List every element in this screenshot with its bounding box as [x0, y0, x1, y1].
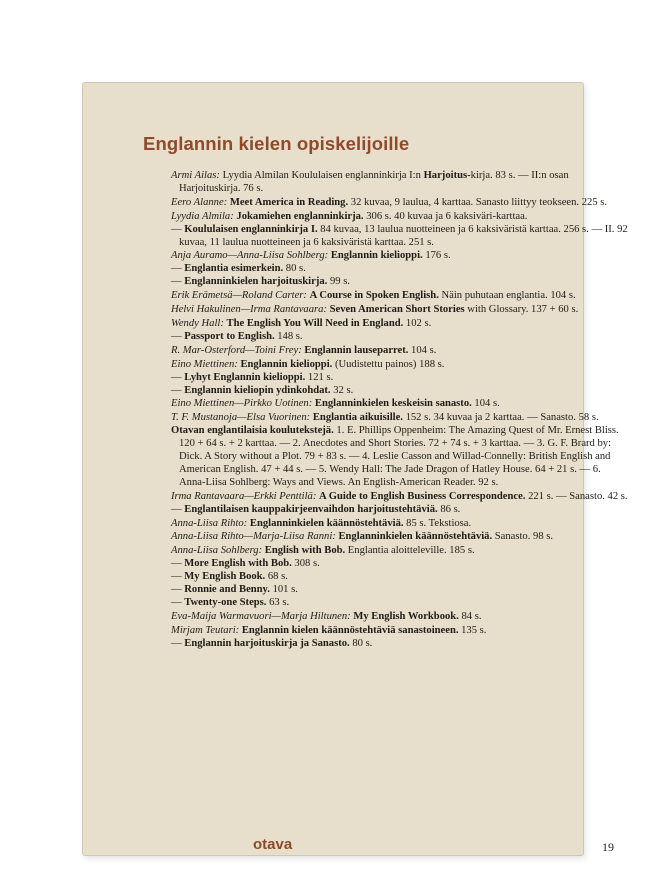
entry-title: Twenty-one Steps. — [184, 597, 267, 608]
entry-author: Helvi Hakulinen—Irma Rantavaara: — [171, 304, 327, 316]
list-item — [171, 491, 629, 504]
list-item — [171, 611, 629, 624]
entry-title: A Course in Spoken English. — [309, 290, 439, 302]
entry-details: 99 s. — [327, 276, 350, 288]
entry-details: (Uudistettu painos) 188 s. — [332, 358, 445, 370]
entry-title: Koululaisen englanninkirja I. — [184, 223, 318, 235]
entry-title: My English Book. — [184, 571, 266, 583]
list-item — [171, 170, 629, 196]
list-item — [171, 425, 629, 490]
entry-details: 80 s. — [283, 263, 306, 275]
entry-title: Harjoitus- — [423, 170, 471, 181]
entry-details: 63 s. — [266, 597, 290, 608]
entry-details: Englantia aloitteleville. 185 s. — [345, 545, 475, 557]
entry-details: 32 kuvaa, 9 laulua, 4 karttaa. Sanasto liittyy teokseen. 225 s. — [348, 196, 608, 208]
entry-details: 121 s. — [305, 371, 334, 383]
entry-author: Irma Rantavaara—Erkki Penttilä: — [171, 490, 317, 502]
entry-details: 104 s. — [471, 398, 500, 410]
list-item — [171, 331, 629, 344]
book-back-cover — [82, 82, 628, 856]
entry-title: Englanninkielen käännöstehtäviä. — [249, 517, 404, 529]
list-item — [171, 224, 629, 250]
entry-author: Armi Ailas: — [171, 170, 220, 181]
list-item — [171, 571, 629, 584]
list-item — [171, 211, 629, 224]
entry-title: More English with Bob. — [184, 558, 292, 570]
page-title: Englannin kielen opiskelijoille — [143, 133, 410, 154]
entry-title: Lyhyt Englannin kielioppi. — [184, 371, 306, 383]
list-item — [171, 318, 629, 331]
entry-author: R. Mar-Osterford—Toini Frey: — [171, 344, 302, 356]
entry-title: The English You Will Need in England. — [226, 317, 404, 329]
list-item — [171, 290, 629, 303]
entry-prefix: — — [171, 371, 185, 383]
entry-title: Ronnie and Benny. — [184, 584, 270, 596]
entry-details: 135 s. — [458, 624, 487, 636]
list-item — [171, 359, 629, 372]
entry-details: 308 s. — [291, 558, 320, 570]
entry-details: 306 s. 40 kuvaa ja 6 kaksiväri-karttaa. — [363, 210, 528, 222]
entry-details: 101 s. — [269, 584, 298, 596]
entry-title: Englanninkielen käännöstehtäviä. — [338, 531, 493, 543]
entry-prefix: — — [171, 637, 185, 649]
entry-title: Englantia esimerkein. — [184, 263, 284, 275]
entry-prefix: — — [171, 263, 185, 275]
list-item — [171, 276, 629, 289]
entry-title: Meet America in Reading. — [229, 196, 349, 208]
list-item — [171, 250, 629, 263]
entry-title: Jokamiehen englanninkirja. — [236, 210, 364, 222]
list-item — [171, 531, 629, 544]
entry-details: 80 s. — [349, 637, 373, 649]
list-item — [171, 385, 629, 398]
entry-details: with Glossary. 137 + 60 s. — [464, 304, 579, 316]
entry-title: Englannin lauseparret. — [304, 344, 409, 356]
list-item — [171, 345, 629, 358]
list-item — [171, 625, 629, 638]
entry-title: Otavan englantilaisia koulutekstejä. — [171, 425, 334, 437]
entry-title: Englannin harjoituskirja ja Sanasto. — [184, 637, 350, 649]
entry-author: Anna-Liisa Sohlberg: — [171, 545, 263, 557]
entry-details: 152 s. 34 kuvaa ja 2 karttaa. — Sanasto. 58 s. — [402, 412, 599, 424]
entry-prefix: Lyydia Almilan Koululaisen englanninkirja I:n — [219, 170, 424, 181]
page-number: 19 — [602, 840, 614, 854]
entry-details: 176 s. — [422, 250, 451, 262]
entry-title: A Guide to English Business Correspondence. — [319, 490, 526, 502]
entry-prefix: — — [171, 384, 185, 396]
entry-title: My English Workbook. — [353, 610, 459, 622]
entry-details: 84 kuvaa, 13 laulua nuotteineen ja 6 kaksiväristä karttaa. 256 s. — II. 92 kuvaa, 11 laulua nuotteineen ja 6 kaksiväristä karttaa. 251 s. — [179, 223, 628, 248]
entry-details: Näin puhutaan englantia. 104 s. — [438, 290, 576, 302]
entry-author: Erik Erämetsä—Roland Carter: — [171, 290, 307, 302]
list-item — [171, 558, 629, 571]
list-item — [171, 197, 629, 210]
entry-prefix: — — [171, 584, 185, 596]
entry-author: Eva-Maija Warmavuori—Marja Hiltunen: — [171, 610, 351, 622]
entry-details: 68 s. — [265, 571, 288, 583]
entry-details: 148 s. — [274, 330, 303, 342]
entry-prefix: — — [171, 597, 185, 608]
entry-author: Eino Miettinen: — [171, 358, 238, 370]
entry-title: Seven American Short Stories — [329, 304, 465, 316]
entry-title: Englannin kielioppi. — [240, 358, 333, 370]
entry-prefix: — — [171, 223, 185, 235]
list-item — [171, 504, 629, 517]
list-item — [171, 638, 629, 651]
entry-prefix: — — [171, 571, 185, 583]
entry-author: Lyydia Almila: — [171, 210, 234, 222]
entry-title: Englannin kieliopin ydinkohdat. — [184, 384, 331, 396]
entry-details: 104 s. — [408, 344, 437, 356]
list-item — [171, 545, 629, 558]
entry-details: 221 s. — Sanasto. 42 s. — [525, 490, 628, 502]
entry-details: 85 s. Tekstiosa. — [403, 517, 472, 529]
book-list — [171, 169, 629, 651]
list-item — [171, 398, 629, 411]
entry-author: Anna-Liisa Rihto—Marja-Liisa Ranni: — [171, 531, 336, 543]
entry-prefix: — — [171, 503, 185, 515]
entry-title: Englantilaisen kauppakirjeenvaihdon harjoitustehtäviä. — [184, 503, 438, 515]
entry-author: Anja Auramo—Anna-Liisa Sohlberg: — [171, 250, 329, 262]
entry-title: Englanninkielen keskeisin sanasto. — [314, 398, 472, 410]
entry-author: Mirjam Teutari: — [171, 624, 240, 636]
entry-title: Englantia aikuisille. — [312, 412, 403, 424]
entry-details: kirja. 83 s. — II:n osan Harjoituskirja. 76 s. — [179, 170, 569, 194]
list-item — [171, 412, 629, 425]
entry-details: Sanasto. 98 s. — [492, 531, 554, 543]
entry-prefix: — — [171, 330, 185, 342]
entry-details: 32 s. — [330, 384, 354, 396]
entry-title: Englannin kielen käännöstehtäviä sanastoineen. — [241, 624, 459, 636]
entry-details: 102 s. — [403, 317, 432, 329]
list-item — [171, 518, 629, 531]
entry-details: 84 s. — [458, 610, 482, 622]
list-item — [171, 372, 629, 385]
entry-title: Englanninkielen harjoituskirja. — [184, 276, 328, 288]
entry-title: Passport to English. — [184, 330, 275, 342]
list-item — [171, 597, 629, 610]
entry-details: 86 s. — [437, 503, 461, 515]
entry-author: Eero Alanne: — [171, 196, 228, 208]
entry-author: T. F. Mustanoja—Elsa Vuorinen: — [171, 412, 311, 424]
entry-prefix: — — [171, 276, 185, 288]
entry-details: 1. E. Phillips Oppenheim: The Amazing Quest of Mr. Ernest Bliss. 120 + 64 s. + 2 karttaa. — 2. Anecdotes and Short Stories. 72 + 74 s. + 3 karttaa. — 3. G. F. Brard by: Dick. A Story without a Plot. 79 + 83 s. — 4. Leslie Casson and Willad-Connelly: British English and American English. 47 + 44 s. — 5. Wendy Hall: The Jade Dragon of Hatley House. 64 + 21 s. — 6. Anna-Liisa Sohlberg: Ways and Views. An English-American Reader. 92 s. — [179, 425, 619, 488]
entry-author: Wendy Hall: — [171, 317, 224, 329]
entry-author: Anna-Liisa Rihto: — [171, 517, 248, 529]
list-item — [171, 263, 629, 276]
publisher-logo: otava — [253, 836, 293, 853]
list-item — [171, 584, 629, 597]
entry-author: Eino Miettinen—Pirkko Uotinen: — [171, 398, 313, 410]
entry-title: Englannin kielioppi. — [330, 250, 423, 262]
list-item — [171, 304, 629, 317]
entry-prefix: — — [171, 558, 185, 570]
entry-title: English with Bob. — [264, 545, 346, 557]
